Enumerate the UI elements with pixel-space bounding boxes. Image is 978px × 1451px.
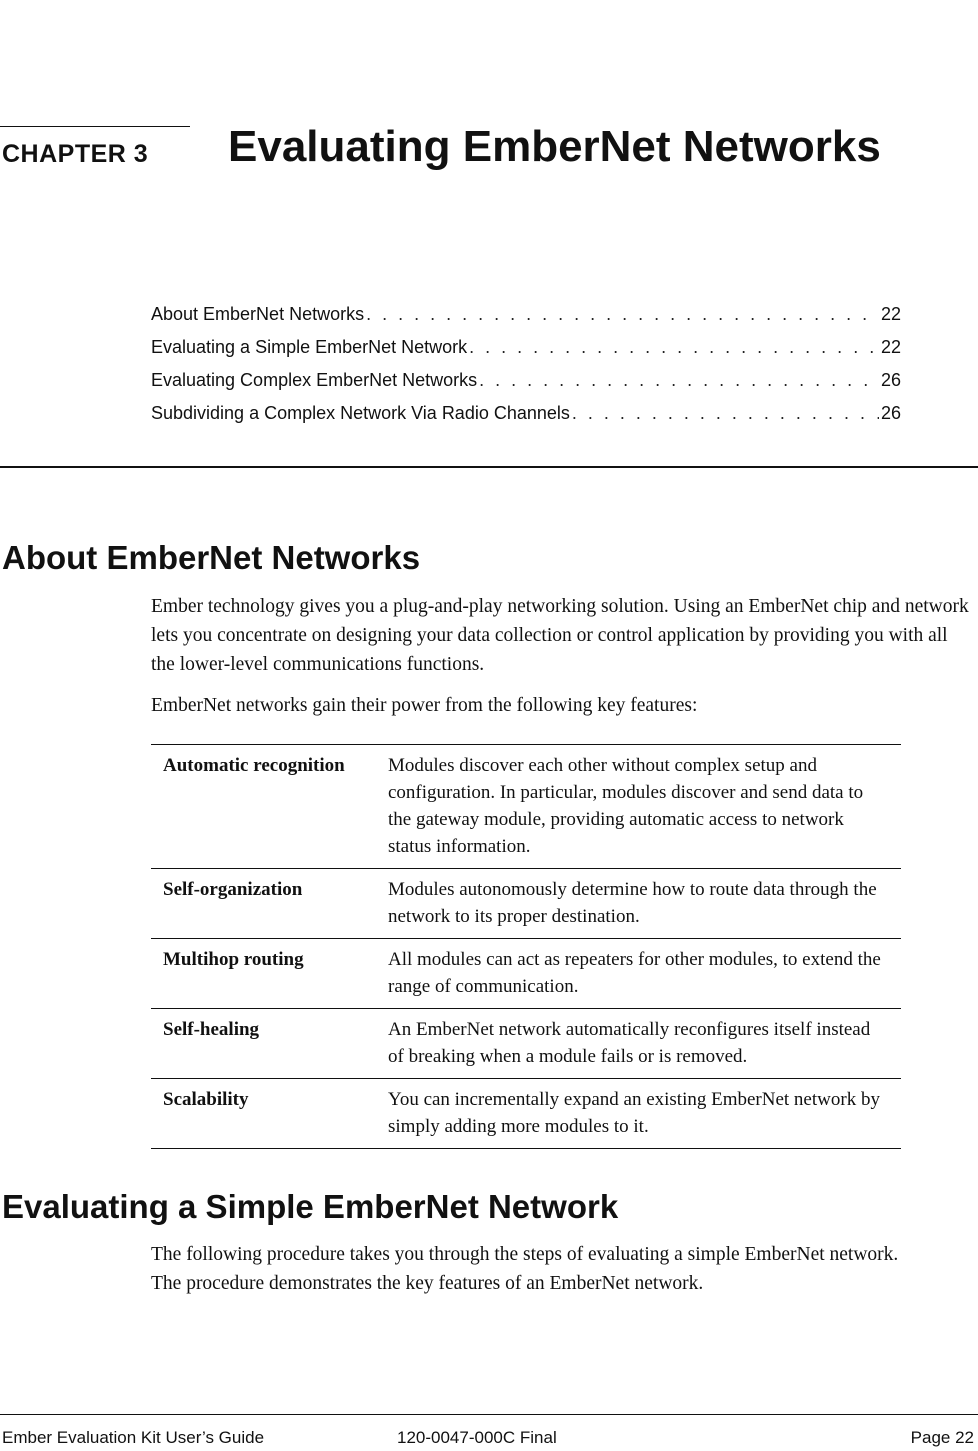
- footer-rule: [0, 1414, 978, 1415]
- feature-term: Multihop routing: [151, 939, 388, 1009]
- about-paragraph-1: Ember technology gives you a plug-and-play networking solution. Using an EmberNet chip and network lets you concentrate on designing your data collection or control application by providing you with all the lower-level communications functions.: [151, 596, 969, 675]
- simple-network-paragraph: The following procedure takes you through the steps of evaluating a simple EmberNet network. The procedure demonstrates the key features of an EmberNet network.: [151, 1244, 899, 1294]
- toc-entry[interactable]: [151, 304, 901, 337]
- table-row: [151, 1009, 901, 1079]
- footer-document-title: Ember Evaluation Kit User’s Guide: [2, 1428, 265, 1447]
- toc-leader-dots: [469, 337, 879, 358]
- feature-description: All modules can act as repeaters for other modules, to extend the range of communication.: [388, 939, 901, 1009]
- feature-description: Modules discover each other without complex setup and configuration. In particular, modules discover and send data to the gateway module, providing automatic access to network status information.: [388, 745, 901, 869]
- table-row: [151, 745, 901, 869]
- toc-entry-title: Evaluating a Simple EmberNet Network: [151, 337, 468, 357]
- about-paragraph-2: EmberNet networks gain their power from the following key features:: [151, 695, 698, 716]
- feature-term: Automatic recognition: [151, 745, 388, 869]
- toc-leader-dots: [366, 304, 879, 325]
- table-row: [151, 869, 901, 939]
- feature-term: Scalability: [151, 1079, 388, 1149]
- features-table: [151, 744, 901, 1149]
- chapter-rule: [0, 126, 190, 127]
- footer-page-number: Page 22: [910, 1428, 974, 1447]
- toc-leader-dots: [479, 370, 879, 391]
- table-row: [151, 1079, 901, 1149]
- toc-entry-title: About EmberNet Networks: [151, 304, 365, 324]
- footer-document-number: 120-0047-000C Final: [397, 1428, 557, 1447]
- table-of-contents: [151, 304, 901, 436]
- toc-entry-page: 22: [880, 304, 901, 324]
- feature-description: You can incrementally expand an existing EmberNet network by simply adding more modules to it.: [388, 1079, 901, 1149]
- toc-entry-page: 22: [880, 337, 901, 357]
- toc-divider: [0, 466, 978, 468]
- toc-entry-title: Subdividing a Complex Network Via Radio Channels: [151, 403, 570, 423]
- toc-entry-title: Evaluating Complex EmberNet Networks: [151, 370, 478, 390]
- feature-term: Self-healing: [151, 1009, 388, 1079]
- feature-term: Self-organization: [151, 869, 388, 939]
- table-row: [151, 939, 901, 1009]
- chapter-label: CHAPTER 3: [2, 140, 149, 168]
- toc-entry-page: 26: [880, 370, 901, 390]
- toc-leader-dots: [572, 403, 879, 424]
- section-heading-about: About EmberNet Networks: [2, 539, 421, 576]
- toc-entry[interactable]: [151, 370, 901, 403]
- feature-description: An EmberNet network automatically reconfigures itself instead of breaking when a module fails or is removed.: [388, 1009, 901, 1079]
- toc-entry[interactable]: [151, 403, 901, 436]
- feature-description: Modules autonomously determine how to route data through the network to its proper destination.: [388, 869, 901, 939]
- toc-entry-page: 26: [880, 403, 901, 423]
- chapter-title: Evaluating EmberNet Networks: [228, 122, 881, 171]
- toc-entry[interactable]: [151, 337, 901, 370]
- section-heading-simple-network: Evaluating a Simple EmberNet Network: [2, 1188, 619, 1225]
